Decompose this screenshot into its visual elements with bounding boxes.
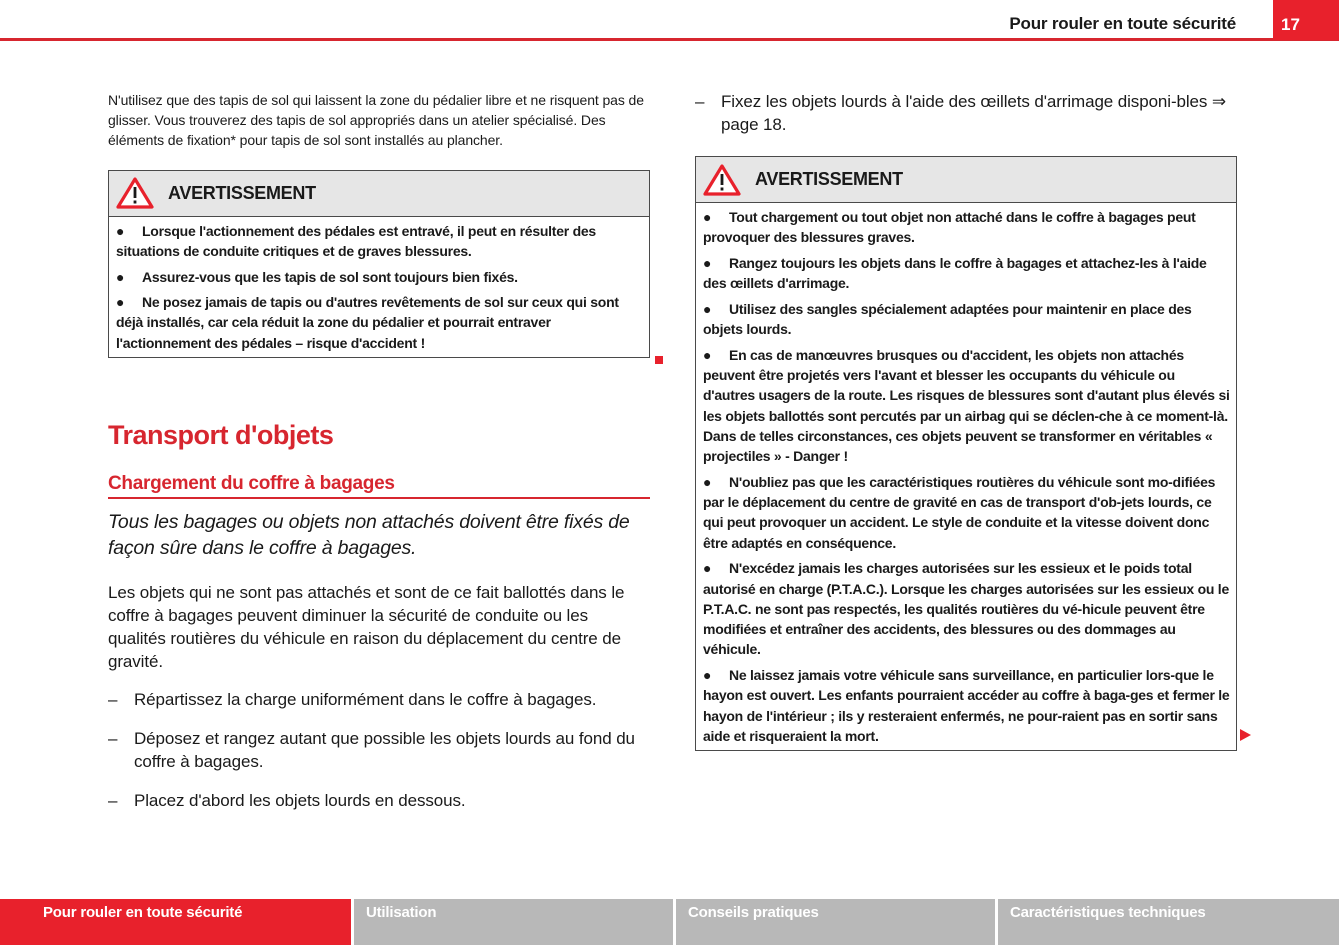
warning-item: ● N'oubliez pas que les caractéristiques routières du véhicule sont mo-difiées par le déplacement du centre de gravité en cas de transport d'ob-jets lourds, ce qui peut provoquer un accident. Le style de conduite et la vitesse doivent donc être adaptés en conséquence. [703, 473, 1216, 551]
warning-body [109, 217, 649, 357]
bullet-icon: ● [116, 268, 125, 285]
warning-item: ● Assurez-vous que les tapis de sol sont toujours bien fixés. [116, 267, 643, 287]
bullet-icon: ● [703, 209, 712, 225]
bullet-icon: ● [703, 346, 712, 363]
bullet-icon: ● [703, 473, 712, 490]
tab-conseils-pratiques[interactable]: Conseils pratiques [676, 899, 995, 945]
dash-icon: – [108, 728, 118, 748]
section-end-square-icon [655, 356, 663, 364]
instruction-step: – Placez d'abord les objets lourds en dessous. [108, 790, 466, 810]
warning-box-floor-mats [108, 170, 650, 358]
bullet-icon: ● [703, 560, 712, 577]
chapter-title: Pour rouler en toute sécurité [1009, 14, 1236, 33]
page-number: 17 [1273, 0, 1339, 40]
bullet-icon: ● [703, 254, 712, 271]
warning-triangle-icon [703, 164, 741, 196]
right-column [695, 90, 1237, 751]
warning-item: ● Rangez toujours les objets dans le coffre à bagages et attachez-les à l'aide des œillets d'arrimage. [703, 254, 1207, 292]
dash-icon: – [108, 790, 118, 810]
warning-item: ● N'excédez jamais les charges autorisées sur les essieux et le poids total autorisé en charge (P.T.A.C.). Lorsque les charges autorisées sur les essieux ou le P.T.A.C. ne sont pas respectés, les qualités routières du vé-hicule peuvent être modifiées et entraîner des accidents, des blessures ou des dommages au véhicule. [703, 560, 1229, 658]
instruction-step: – Répartissez la charge uniformément dans le coffre à bagages. [108, 689, 597, 709]
bullet-icon: ● [116, 222, 125, 239]
left-column [108, 90, 650, 812]
instruction-step [695, 90, 1237, 136]
page-reference-step[interactable]: Fixez les objets lourds à l'aide des œillets d'arrimage disponi-bles ⇒ page 18. [721, 92, 1227, 134]
warning-item: ● Ne posez jamais de tapis ou d'autres revêtements de sol sur ceux qui sont déjà installés, car cela réduit la zone du pédalier et pourrait entraver l'actionnement des pédales – risque d'accident ! [116, 294, 619, 351]
warning-item: ● Tout chargement ou tout objet non attaché dans le coffre à bagages peut provoquer des blessures graves. [703, 209, 1196, 246]
warning-item: ● Ne laissez jamais votre véhicule sans surveillance, en particulier lors-que le hayon est ouvert. Les enfants pourraient accéder au coffre à baga-ges et fermer le hayon de l'intérieur ; ils y resteraient enfermés, ne pour-raient pas en sortir sans aide et risqueraient la mort. [703, 667, 1230, 744]
bullet-icon: ● [703, 667, 712, 684]
section-title: Transport d'objets [108, 419, 334, 450]
bullet-icon: ● [116, 294, 125, 311]
continue-arrow-icon [1240, 729, 1251, 741]
warning-header [109, 171, 649, 217]
warning-header [696, 157, 1236, 203]
warning-item: ● Lorsque l'actionnement des pédales est entravé, il peut en résulter des situations de conduite critiques et de graves blessures. [116, 222, 596, 259]
warning-triangle-icon [116, 177, 154, 209]
dash-icon: – [695, 92, 705, 111]
warning-item: ● Utilisez des sangles spécialement adaptées pour maintenir en place des objets lourds. [703, 300, 1192, 338]
warning-title: AVERTISSEMENT [755, 169, 903, 189]
warning-title: AVERTISSEMENT [168, 182, 316, 203]
tab-caracteristiques-techniques[interactable]: Caractéristiques techniques [998, 899, 1339, 945]
bullet-icon: ● [703, 300, 712, 317]
warning-body [696, 203, 1236, 750]
warning-box-cargo [695, 156, 1237, 751]
tab-pour-rouler[interactable]: Pour rouler en toute sécurité [0, 899, 351, 945]
footer-chapter-tabs [0, 899, 1339, 945]
warning-item: ● En cas de manœuvres brusques ou d'accident, les objets non attachés peuvent être projetés vers l'avant et blesser les occupants du véhicule ou d'autres usagers de la route. Les risques de blessures sont d'autant plus élevés si les objets ballottés sont percutés par un airbag qui se déclen-che à ce moment-là. Dans de telles circonstances, ces objets peuvent se transformer en véritables « projectiles » - Danger ! [703, 346, 1230, 465]
tab-utilisation[interactable]: Utilisation [354, 899, 673, 945]
lead-paragraph: Tous les bagages ou objets non attachés doivent être fixés de façon sûre dans le coffre à bagages. [108, 510, 630, 559]
dash-icon: – [108, 689, 118, 709]
body-paragraph: Les objets qui ne sont pas attachés et sont de ce fait ballottés dans le coffre à bagages peuvent diminuer la sécurité de conduite ou les qualités routières du véhicule en raison du déplacement du centre de gravité. [108, 582, 625, 671]
instruction-step: – Déposez et rangez autant que possible les objets lourds au fond du coffre à bagages. [108, 728, 635, 771]
header-rule [0, 38, 1339, 41]
subsection-title: Chargement du coffre à bagages [108, 473, 650, 499]
intro-paragraph: N'utilisez que des tapis de sol qui laissent la zone du pédalier libre et ne risquent pas de glisser. Vous trouverez des tapis de sol appropriés dans un atelier spécialisé. Des éléments de fixation* pour tapis de sol sont installés au plancher. [108, 92, 644, 149]
